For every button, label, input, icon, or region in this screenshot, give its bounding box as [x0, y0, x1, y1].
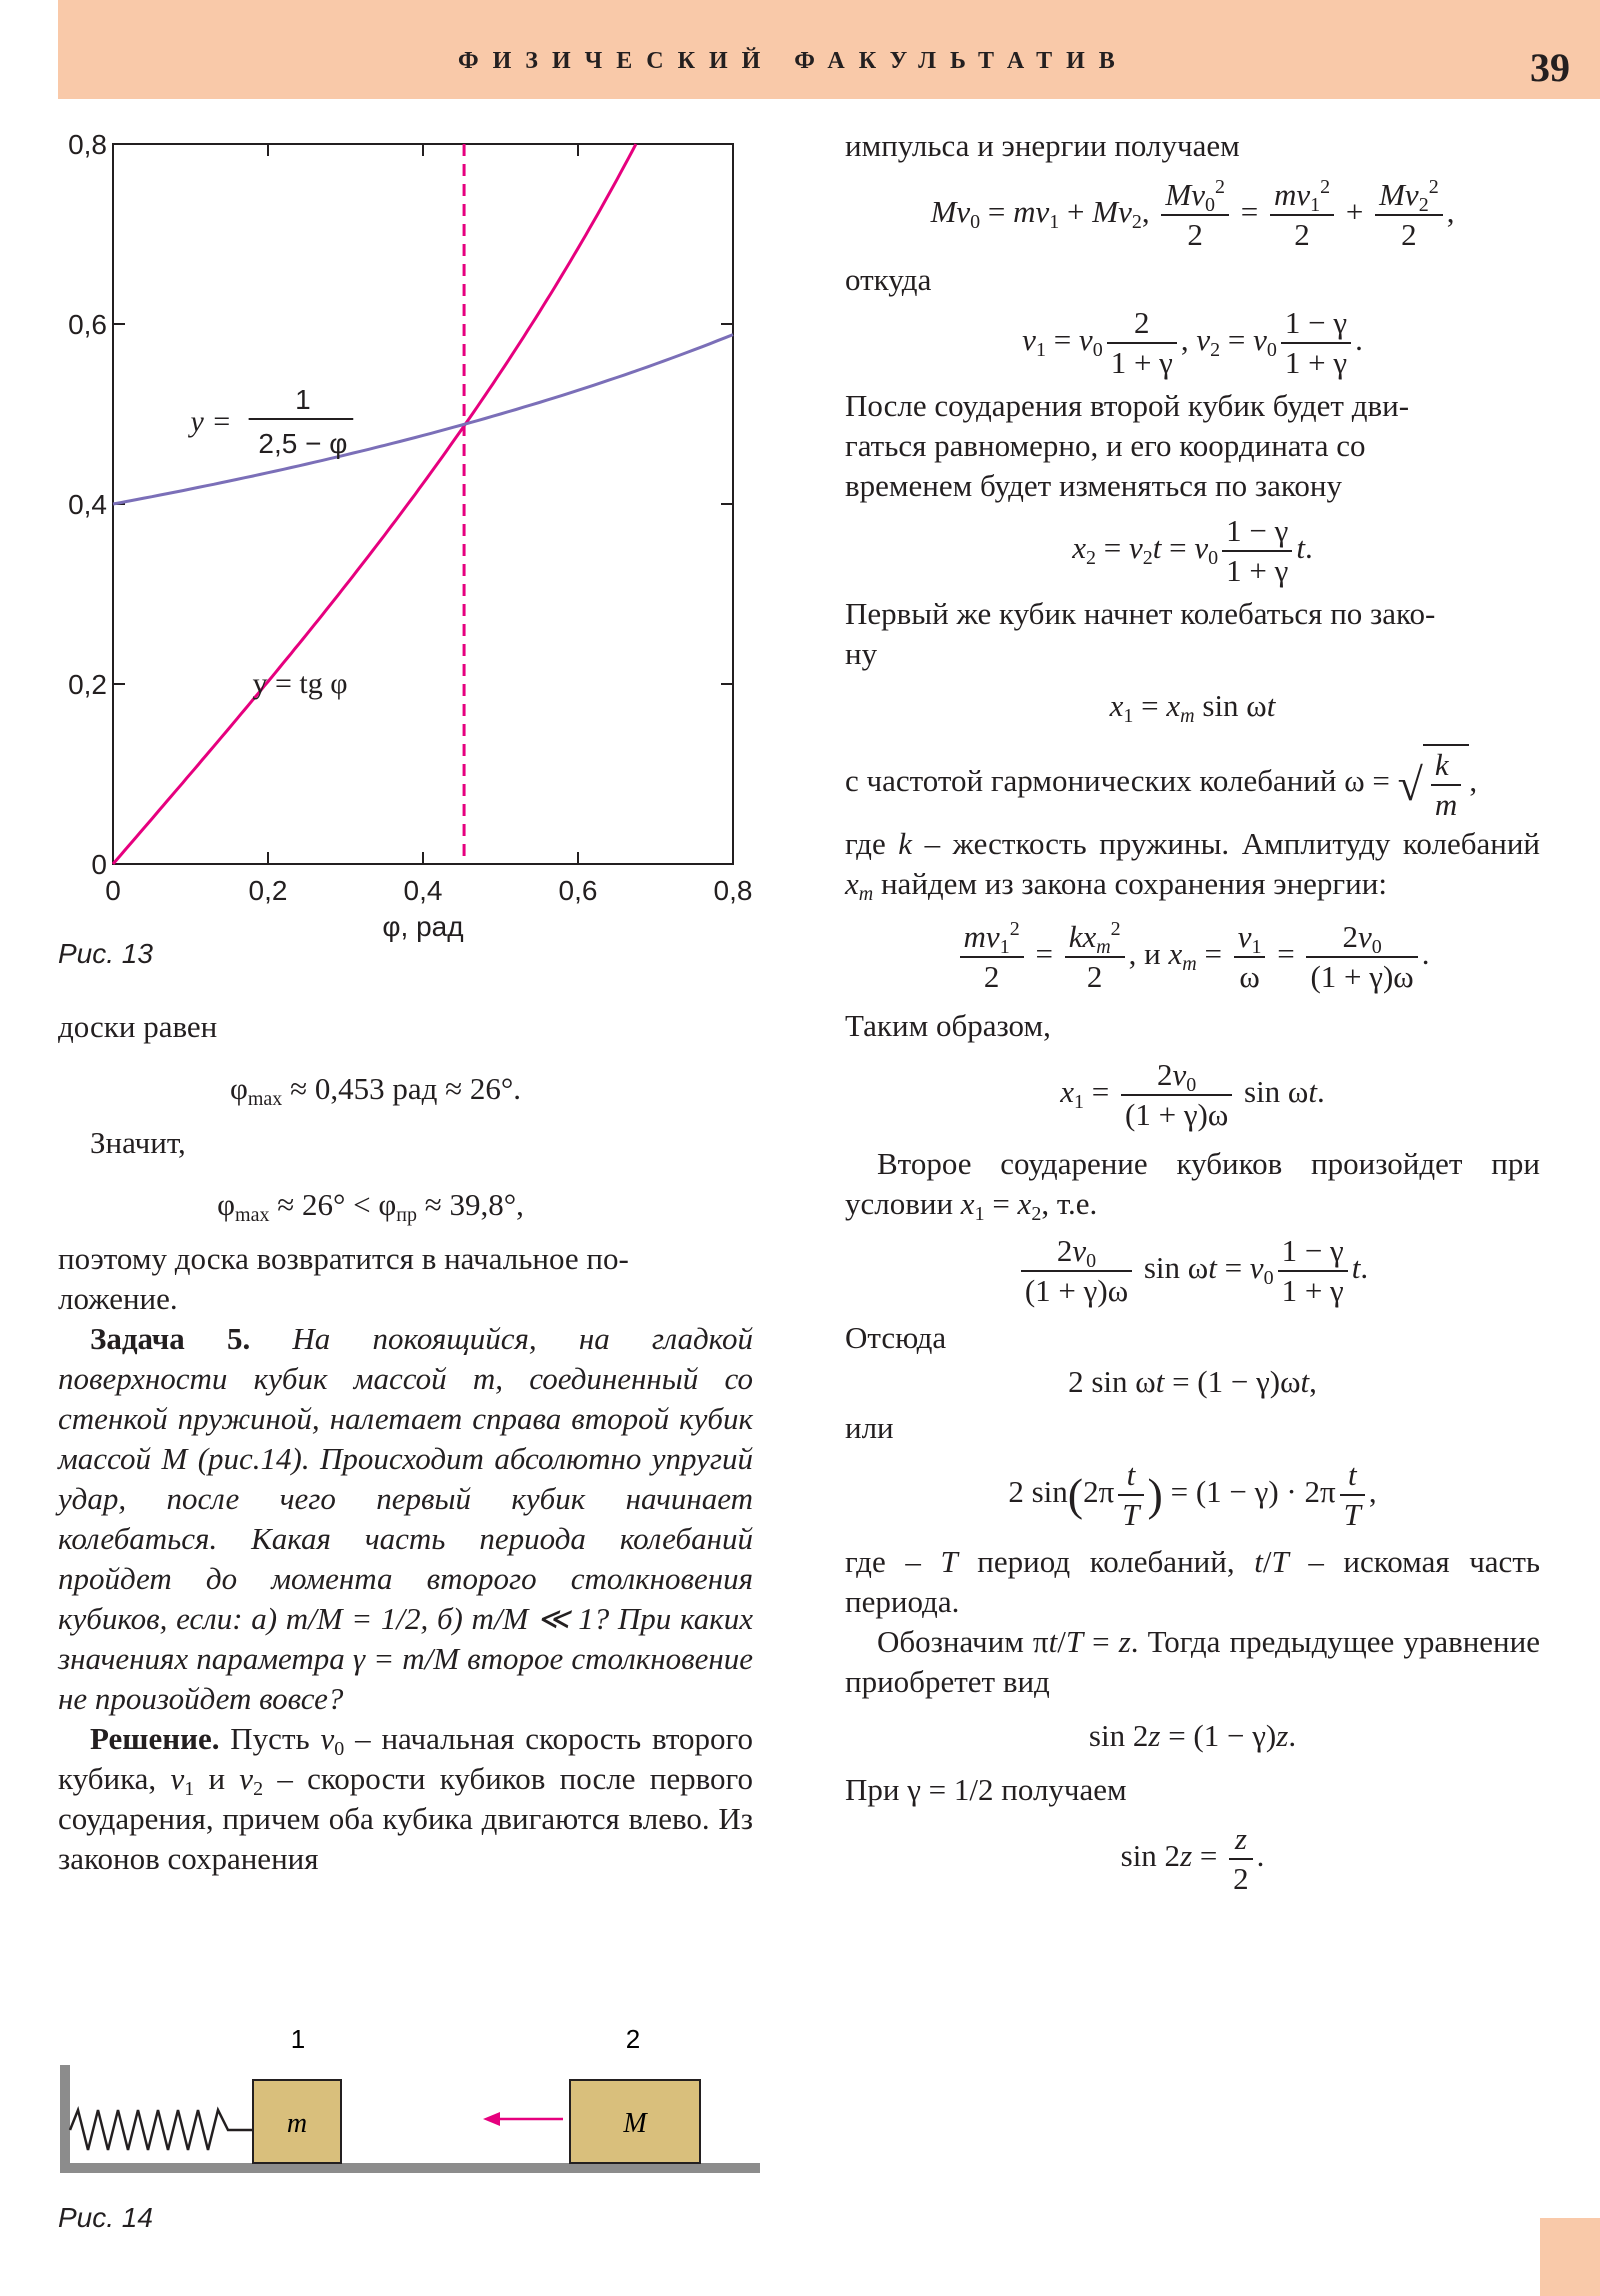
x-tick-label: 0 — [105, 875, 121, 906]
equation-compare: $\varphi_{max} \approx 26^\circ < \varphi_{пр} \approx 39,8^\circ$, — [217, 1187, 524, 1226]
figure-13-chart — [50, 130, 770, 950]
x-tick-label: 0,2 — [248, 875, 288, 906]
paragraph: Обозначим πt/T = z. Тогда предыдущее уравнение приобретет вид — [845, 1624, 1540, 1699]
equation-sin-2z-half: sin 2z = $\frac{z}{2}$ . — [1120, 1821, 1265, 1896]
label-tan: y = tg φ — [252, 667, 348, 700]
page-number: 39 — [1530, 45, 1570, 90]
x-axis-label: φ, рад — [382, 911, 464, 942]
paragraph: временем будет изменяться по закону — [845, 468, 1342, 503]
label-hyperbola-denominator: 2,5 − φ — [258, 428, 348, 459]
chart-annotations — [188, 384, 354, 700]
equation-sin-2z: sin 2z = (1 − γ)z. — [1088, 1718, 1297, 1753]
journal-section-title: ФИЗИЧЕСКИЙ ФАКУЛЬТАТИВ — [458, 48, 1129, 74]
paragraph: При γ = 1/2 получаем — [845, 1772, 1127, 1807]
paragraph: Второе соударение кубиков произойдет при условии $x_1 = x_2$, т.е. — [845, 1146, 1540, 1225]
label-hyperbola-numerator: 1 — [295, 384, 311, 415]
equation-x2: $x_2 = v_2t = v_0$ $\frac{1 - \gamma}{1 + \gamma}$ t. — [1072, 513, 1313, 588]
spring — [70, 2110, 253, 2150]
equation-phimax: $\varphi_{max} \approx 0,453$ рад ≈ 26°. — [229, 1071, 522, 1110]
paragraph: После соударения второй кубик будет дви- гаться равномерно, и его координата со — [845, 388, 1410, 463]
series-tan-line — [113, 144, 636, 864]
paragraph: поэтому доска возвратится в начальное по- ложение. — [58, 1241, 629, 1316]
block-m-label: m — [286, 2108, 308, 2139]
block-2-label: 2 — [625, 2024, 641, 2054]
paragraph: Таким образом, — [845, 1008, 1051, 1043]
left-column — [58, 1007, 753, 1879]
paragraph: или — [845, 1410, 894, 1445]
solution: Решение. Пусть $v_0$ – начальная скорость второго кубика, $v_1$ и $v_2$ – скорости кубиков после первого соударения, причем оба кубика двигаются влево. Из законов сохранения — [58, 1721, 753, 1876]
equation-velocities: $v_1 = v_0$ $\frac{2}{1 + \gamma}$ , $v_2 = v_0$ $\frac{1 - \gamma}{1 + \gamma}$ . — [1022, 305, 1363, 380]
y-tick-label: 0,2 — [68, 669, 107, 700]
chart-ticks — [68, 130, 752, 942]
equation-amplitude: $\frac{mv_1^2}{2}$ = $\frac{kx_m^2}{2}$ , и $x_m$ = $\frac{v_1}{\omega}$ = $\frac{2v_0}{(1 + \gamma)\omega}$ . — [845, 918, 1540, 996]
equation-sin-omega: 2 sin ωt = (1 − γ)ωt, — [1068, 1364, 1317, 1399]
paragraph: откуда — [845, 262, 932, 297]
block-M-label: M — [623, 2108, 647, 2139]
paragraph: доски равен — [58, 1009, 218, 1044]
paragraph: импульса и энергии получаем — [845, 128, 1240, 163]
x-tick-label: 0,4 — [403, 875, 443, 906]
equation-x1: $x_1 = x_m$ sin ωt — [1109, 688, 1276, 727]
equation-collision-condition: $\frac{2v_0}{(1 + \gamma)\omega}$ $\sin \omega t = v_0$ $\frac{1 - \gamma}{1 + \gamma}$ t. — [845, 1232, 1540, 1310]
paragraph: Отсюда — [845, 1320, 947, 1355]
x-tick-label: 0,8 — [713, 875, 753, 906]
floor — [60, 2163, 760, 2173]
wall — [60, 2065, 70, 2173]
paragraph: где k – жесткость пружины. Амплитуду колебаний $x_m$ найдем из закона сохранения энергии: — [845, 826, 1540, 905]
figure-13-caption: Рис. 13 — [58, 938, 153, 969]
paragraph: Значит, — [90, 1125, 186, 1160]
figure-14-caption: Рис. 14 — [58, 2202, 153, 2233]
equation-sin-2pi: 2 sin(2π $\frac{t}{T}$ ) = (1 − γ) · 2π $\frac{t}{T}$ , — [1008, 1457, 1377, 1532]
velocity-arrow-head — [483, 2112, 500, 2126]
paragraph: с частотой гармонических колебаний ω = √ $\frac{k}{m}$ , — [845, 744, 1540, 824]
y-tick-label: 0,6 — [68, 309, 107, 340]
paragraph: Первый же кубик начнет колебаться по зако- ну — [845, 596, 1436, 671]
y-tick-label: 0,4 — [68, 489, 107, 520]
chart-series — [113, 144, 733, 864]
y-tick-label: 0 — [91, 849, 107, 880]
corner-decoration — [1540, 2218, 1600, 2296]
equation-momentum-energy: $Mv_0 = mv_1 + Mv_2$, $\frac{Mv_0^2}{2}$ = $\frac{mv_1^2}{2}$ + $\frac{Mv_2^2}{2}$ , — [930, 176, 1455, 252]
task-5: Задача 5. На покоящийся, на гладкой поверхности кубик массой m, соединенный со стенкой пружиной, налетает справа второй кубик массой M (рис.14). Происходит абсолютно упругий удар, после чего первый кубик начинает колебаться. Какая часть периода колебаний пройдет до момента второго столкновения кубиков, если: а) m/M = 1/2, б) m/M ≪ 1? При каких значениях параметра γ = m/M второе столкновение не произойдет вовсе? — [58, 1321, 753, 1716]
label-hyperbola-lhs: y = — [190, 405, 232, 438]
equation-x1-full: $x_1$ = $\frac{2v_0}{(1 + \gamma)\omega}$ sin ωt. — [1060, 1057, 1325, 1132]
right-column — [845, 126, 1540, 1898]
block-1-label: 1 — [290, 2024, 306, 2054]
running-header — [58, 0, 1600, 99]
figure-14-diagram — [58, 2010, 763, 2180]
paragraph: где – T период колебаний, t/T – искомая часть периода. — [845, 1544, 1541, 1619]
y-tick-label: 0,8 — [68, 130, 107, 160]
x-tick-label: 0,6 — [558, 875, 598, 906]
sqrt-k-over-m: √ $\frac{k}{m}$ — [1398, 744, 1470, 824]
